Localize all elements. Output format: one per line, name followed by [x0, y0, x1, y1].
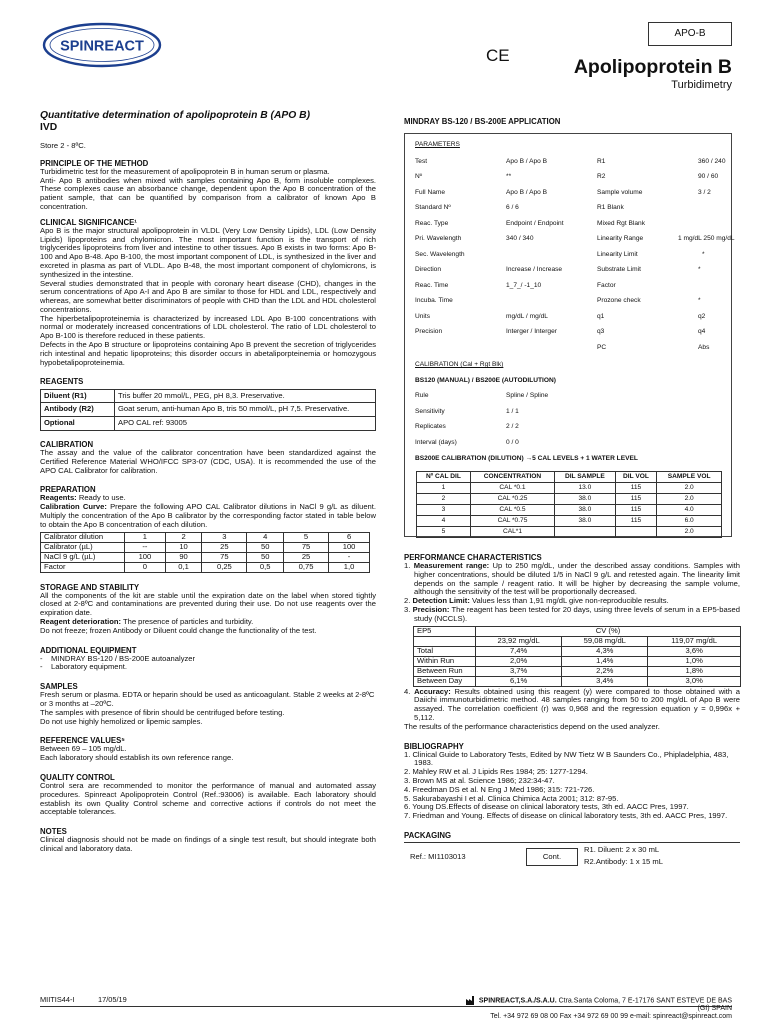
factory-icon: [466, 996, 476, 1005]
param-label: Factor: [597, 282, 616, 289]
table-cell: 0,1: [165, 562, 201, 572]
reagents-heading: REAGENTS: [40, 377, 84, 387]
table-cell: 59,08 mg/dL: [562, 636, 648, 646]
table-cell: 23,92 mg/dL: [476, 636, 562, 646]
param-label: R2: [597, 173, 606, 180]
performance-note: The results of the performance characteristics depend on the used analyzer.: [404, 721, 660, 731]
company-contact: Tel. +34 972 69 08 00 Fax +34 972 69 00 99 e-mail: spinreact@spinreact.com: [490, 1013, 732, 1021]
list-item: 6. Young DS.Effects of disease on clinical laboratory tests, 3th ed. AACC Pres, 1997.: [404, 802, 689, 812]
item-text: Up to 250 mg/dL, under the described assay conditions. Samples with higher concentrations, should be diluted 1/5 in NaCl 9 g/L and retested again. The linearity limit depends on the sample / reagent ratio. It will be higher by decreasing the sample volume, although the sensitivity of the test will be proportionally decreased.: [414, 561, 740, 597]
table-cell: CAL *0.75: [470, 516, 554, 527]
bibliography-heading: BIBLIOGRAPHY: [404, 741, 464, 751]
table-cell: 6,1%: [476, 676, 562, 686]
notes-text: Clinical diagnosis should not be made on findings of a single test result, but should integrate both clinical and laboratory data.: [40, 835, 376, 854]
document-id: MIITIS44-I: [40, 995, 75, 1004]
reagent-value: Goat serum, anti-human Apo B, tris 50 mmol/L, pH 7,5. Preservative.: [118, 404, 350, 414]
cal-value: 0 / 0: [506, 439, 519, 446]
table-row: [414, 626, 741, 636]
notes-heading: NOTES: [40, 827, 67, 837]
preparation-heading: PREPARATION: [40, 485, 96, 495]
table-cell: 2,2%: [562, 666, 648, 676]
table-cell: 4.0: [657, 505, 722, 516]
item-number: 1.: [404, 561, 411, 571]
cal-label: Sensitivity: [415, 408, 445, 415]
param-label: Standard Nº: [415, 204, 451, 211]
list-item: 2. Mahley RW et al. J Lipids Res 1984; 25: 1277-1294.: [404, 767, 588, 777]
table-cell: 5: [283, 532, 328, 542]
table-cell: 115: [615, 505, 657, 516]
item-text: The reagent has been tested for 20 days, using three levels of serum in a EP5-based study (NCCLS).: [414, 605, 740, 623]
table-cell: DIL VOL: [615, 472, 657, 483]
mindray-application-title: MINDRAY BS-120 / BS-200E APPLICATION: [404, 117, 561, 126]
table-cell: [414, 636, 476, 646]
table-row: [41, 417, 376, 431]
item-number: 4.: [404, 686, 411, 696]
cal-label: Replicates: [415, 423, 446, 430]
table-row: [414, 676, 741, 686]
calibration-text: The assay and the value of the calibrator concentration have been standardized against the Certified Reference Material WHO/IFCC SP3-07 (CDC, USA). It is recommended the use of the APO CAL Calibrator for calibration.: [40, 447, 376, 475]
param-label: Test: [415, 158, 428, 165]
table-cell: 2.0: [657, 494, 722, 505]
table-cell: 90: [165, 552, 201, 562]
preparation-curve-label: Calibration Curve:: [40, 502, 107, 512]
param-label: Units: [415, 313, 431, 320]
table-cell: 4: [247, 532, 283, 542]
reagents-table: [40, 389, 376, 431]
table-row: [41, 562, 370, 572]
list-item: 5. Sakurabayashi I et al. Clinica Chimica Acta 2001; 312: 87-95.: [404, 793, 619, 803]
reference-text-2: Each laboratory should establish its own reference range.: [40, 753, 234, 763]
param-value: 6 / 6: [506, 204, 519, 211]
storage-text: All the components of the kit are stable until the expiration date on the label when stored tightly closed at 2-8ºC and contaminations are prevented during their use. Do not use reagents over the expiration date.: [40, 590, 376, 618]
table-row: [414, 646, 741, 656]
table-cell: 6: [329, 532, 370, 542]
cal-value: 2 / 2: [506, 423, 519, 430]
table-row: [417, 494, 722, 505]
table-row: [414, 656, 741, 666]
item-label: Accuracy:: [414, 686, 451, 696]
table-cell: Factor: [41, 562, 125, 572]
param-value: *: [698, 297, 701, 304]
param-label: Pri. Wavelength: [415, 235, 462, 242]
table-cell: CAL *0.1: [470, 483, 554, 494]
table-cell: 2.0: [657, 483, 722, 494]
param-value: *: [698, 266, 701, 273]
samples-text-2: The samples with presence of fibrin should be centrifuged before testing.: [40, 707, 285, 717]
table-cell: 115: [615, 494, 657, 505]
param-label: Precision: [415, 328, 443, 335]
param-label: Prozone check: [597, 297, 641, 304]
param-value: *: [702, 251, 705, 258]
param-label: R1: [597, 158, 606, 165]
mindray-parameters-box: [404, 133, 735, 537]
table-cell: 3: [202, 532, 247, 542]
company-street: Ctra.Santa Coloma, 7 E-17176 SANT ESTEVE DE BAS (GI) SPAIN: [556, 997, 732, 1013]
param-value: Apo B / Apo B: [506, 158, 548, 165]
param-value: Apo B / Apo B: [506, 189, 548, 196]
product-code-box: APO-B: [648, 22, 732, 46]
table-cell: Total: [414, 646, 476, 656]
performance-heading: PERFORMANCE CHARACTERISTICS: [404, 553, 542, 562]
storage-note: Store 2 - 8ºC.: [40, 140, 86, 150]
document-date: 17/05/19: [98, 995, 127, 1004]
table-row: [41, 532, 370, 542]
table-cell: Calibrator dilution: [41, 532, 125, 542]
item-label: Measurement range:: [413, 561, 490, 571]
dilution-subheading: BS200E CALIBRATION (DILUTION) →5 CAL LEVELS + 1 WATER LEVEL: [415, 455, 638, 462]
param-label: PC: [597, 344, 607, 351]
item-label: Precision:: [412, 605, 450, 615]
table-cell: Between Run: [414, 666, 476, 676]
table-cell: 3,6%: [648, 646, 741, 656]
param-label: Reac. Type: [415, 220, 449, 227]
samples-text-1: Fresh serum or plasma. EDTA or heparin should be used as anticoagulant. Stable 2 weeks at 2-8ºC or 3 months at –20ºC.: [40, 690, 375, 708]
param-label: q1: [597, 313, 605, 320]
table-row: [417, 483, 722, 494]
table-cell: 100: [329, 542, 370, 552]
table-cell: 4,3%: [562, 646, 648, 656]
packaging-r1: R1. Diluent: 2 x 30 mL: [584, 845, 660, 855]
performance-list: [404, 562, 740, 624]
cal-value: 1 / 1: [506, 408, 519, 415]
table-cell: 0,75: [283, 562, 328, 572]
param-label: Mixed Rgt Blank: [597, 220, 646, 227]
document-title: Quantitative determination of apolipoprotein B (APO B): [40, 110, 311, 121]
clinical-heading: CLINICAL SIGNIFICANCE¹: [40, 217, 137, 227]
table-row: [41, 552, 370, 562]
item-number: 2.: [404, 596, 411, 606]
table-row: [41, 542, 370, 552]
param-value: 340 / 340: [506, 235, 534, 242]
calibration-subheading: CALIBRATION (Cal + Rgt Blk): [415, 361, 504, 368]
param-value: Increase / Increase: [506, 266, 563, 273]
table-cell: -: [329, 552, 370, 562]
table-cell: 115: [615, 516, 657, 527]
param-label: Full Name: [415, 189, 446, 196]
principle-text-2: Anti- Apo B antibodies when mixed with samples containing Apo B, form insoluble complexes. These complexes cause an absorbance change, dependent upon the Apo B concentration of the patient sample, that can be quantified by comparison from a calibrator of known Apo B concentration.: [40, 175, 376, 211]
list-item: 7. Friedman and Young. Effects of disease on clinical laboratory tests, 3th ed. AACC Pres, 1997.: [404, 811, 728, 821]
table-cell: 3: [417, 505, 471, 516]
equipment-heading: ADDITIONAL EQUIPMENT: [40, 645, 137, 655]
table-cell: Nº CAL DIL: [417, 472, 471, 483]
table-cell: 50: [247, 542, 283, 552]
table-cell: 1,0%: [648, 656, 741, 666]
reagent-value: Tris buffer 20 mmol/L, PEG, pH 8,3. Preservative.: [118, 390, 285, 400]
list-item: 3. Brown MS at al. Science 1986; 232:34-47.: [404, 776, 555, 786]
cal-label: Rule: [415, 392, 429, 399]
clinical-text-3: The hiperbetalipoproteinemia is characterized by increased LDL Apo B-100 concentrations with normal or moderately increased concentrations of LDL cholesterol. The ratio of LDL cholesterol to Apo B-100 is therefore reduced in these patients.: [40, 313, 376, 341]
table-cell: CAL*1: [470, 527, 554, 538]
table-cell: 38.0: [555, 505, 616, 516]
table-row: [414, 666, 741, 676]
table-cell: Within Run: [414, 656, 476, 666]
table-cell: 1,0: [329, 562, 370, 572]
list-item: [404, 606, 740, 624]
param-value: Endpoint / Endpoint: [506, 220, 564, 227]
qc-text: Control sera are recommended to monitor the performance of manual and automated assay procedures. Spinreact Apolipoprotein Control (Ref.:93006) is available. Each laboratory should establish its own Quality Control scheme and corrective actions if controls do not meet the acceptable tolerances.: [40, 781, 376, 817]
param-label: q3: [597, 328, 605, 335]
product-title: Apolipoprotein B: [573, 56, 732, 78]
equipment-item: - Laboratory equipment.: [40, 662, 127, 672]
table-cell: 0,5: [247, 562, 283, 572]
company-name: SPINREACT,S.A./S.A.U.: [478, 997, 557, 1005]
param-value: 3 / 2: [698, 189, 711, 196]
param-label: Sec. Wavelength: [415, 251, 465, 258]
spinreact-logo: [42, 22, 162, 68]
reference-heading: REFERENCE VALUES⁵: [40, 736, 125, 746]
preparation-reagents-text: Ready to use.: [76, 493, 126, 503]
dilution-table: [416, 471, 722, 538]
reference-text-1: Between 69 – 105 mg/dL.: [40, 744, 127, 754]
table-cell: 0,25: [202, 562, 247, 572]
table-cell: 10: [165, 542, 201, 552]
table-cell: 119,07 mg/dL: [648, 636, 741, 646]
table-cell: 1: [417, 483, 471, 494]
param-label: Reac. Time: [415, 282, 449, 289]
table-cell: 75: [283, 542, 328, 552]
deterioration-label: Reagent deterioration:: [40, 616, 122, 626]
ivd-label: IVD: [40, 121, 58, 133]
table-cell: 2: [165, 532, 201, 542]
table-cell: 2: [417, 494, 471, 505]
table-row: [41, 403, 376, 417]
param-value: 1 mg/dL 250 mg/dL: [678, 235, 735, 242]
preparation-curve-text: Prepare the following APO CAL Calibrator dilutions in NaCl 9 g/L as diluent. Multiply the concentration of the Apo B calibrator by the corresponding factor stated in table below to obtain the Apo B concentration of each dilution.: [40, 502, 376, 529]
table-cell: [615, 527, 657, 538]
list-item: 4. Freedman DS et al. N Eng J Med 1986; 315: 721-726.: [404, 784, 595, 794]
table-cell: Between Day: [414, 676, 476, 686]
table-cell: 38.0: [555, 494, 616, 505]
item-number: 3.: [404, 605, 411, 615]
param-label: Substrate Limit: [597, 266, 641, 273]
product-subtitle: Turbidimetry: [671, 79, 732, 91]
param-value: 360 / 240: [698, 158, 726, 165]
freeze-note: Do not freeze; frozen Antibody or Diluent could change the functionality of the test.: [40, 625, 317, 635]
company-address: [452, 996, 732, 1021]
table-cell: CONCENTRATION: [470, 472, 554, 483]
list-item: [404, 562, 740, 597]
item-text: Results obtained using this reagent (y) were compared to those obtained with a Daiichi immunoturbidimetric method. 48 samples ranging from 50 to 200 mg/dL of Apo B were assayed. The correlation coefficient (r) was 0,968 and the regression equation y = 0,996x + 5,112.: [414, 686, 740, 722]
param-value: 90 / 60: [698, 173, 719, 180]
packaging-ref: Ref.: MI1103013: [410, 852, 466, 862]
table-cell: 2,0%: [476, 656, 562, 666]
table-cell: NaCl 9 g/L (µL): [41, 552, 125, 562]
cal-label: Interval (days): [415, 439, 457, 446]
table-cell: [555, 527, 616, 538]
table-cell: 7,4%: [476, 646, 562, 656]
param-value: mg/dL / mg/dL: [506, 313, 548, 320]
table-cell: 5: [417, 527, 471, 538]
item-text: Values less than 1,91 mg/dL give non-reproducible results.: [469, 596, 669, 606]
param-value: Abs: [698, 344, 710, 351]
table-cell: 1: [125, 532, 166, 542]
table-cell: 25: [202, 542, 247, 552]
principle-heading: PRINCIPLE OF THE METHOD: [40, 158, 149, 168]
reagent-key: Optional: [41, 417, 115, 431]
table-cell: 4: [417, 516, 471, 527]
list-item: [404, 688, 740, 723]
table-cell: 75: [202, 552, 247, 562]
samples-heading: SAMPLES: [40, 682, 78, 692]
reagent-key: Diluent (R1): [41, 389, 115, 403]
table-cell: 2.0: [657, 527, 722, 538]
packaging-cont-box: Cont.: [526, 848, 578, 866]
table-cell: 1,8%: [648, 666, 741, 676]
param-value: q4: [698, 328, 706, 335]
clinical-text-4: Defects in the Apo B structure or lipoproteins containing Apo B prevent the secretion of triglycerides rich intestinal and hepatic lipoproteins; this disorder occurs in abetaliporpteinemia or homozygous hypobetalipoproteinemia.: [40, 340, 376, 367]
left-column: [40, 110, 376, 854]
table-cell: 3,7%: [476, 666, 562, 676]
param-value: Interger / Interger: [506, 328, 557, 335]
preparation-curve: [40, 503, 376, 529]
param-label: Linearity Range: [597, 235, 644, 242]
logo-text: SPINREACT: [60, 38, 144, 55]
principle-text-1: Turbidimetric test for the measurement of apolipoprotein B in human serum or plasma.: [40, 166, 330, 176]
table-cell: EP5: [414, 626, 476, 636]
right-column: [404, 553, 740, 870]
table-row: [417, 516, 722, 527]
bibliography-list: [404, 751, 740, 821]
param-label: Linearity Limit: [597, 251, 638, 258]
table-row: [417, 527, 722, 538]
storage-heading: STORAGE AND STABILITY: [40, 582, 140, 592]
table-cell: 100: [125, 552, 166, 562]
deterioration-text: The presence of particles and turbidity.: [121, 616, 254, 626]
autodilution-subheading: BS120 (MANUAL) / BS200E (AUTODILUTION): [415, 377, 556, 384]
table-cell: 1,4%: [562, 656, 648, 666]
table-cell: 3,4%: [562, 676, 648, 686]
param-value: **: [506, 173, 512, 180]
samples-text-3: Do not use highly hemolized or lipemic samples.: [40, 716, 203, 726]
preparation-reagents-label: Reagents:: [40, 493, 77, 503]
table-row: [41, 389, 376, 403]
qc-heading: QUALITY CONTROL: [40, 773, 115, 783]
table-cell: Calibrator (µL): [41, 542, 125, 552]
precision-table: [413, 626, 741, 687]
table-cell: SAMPLE VOL: [657, 472, 722, 483]
table-row: [414, 636, 741, 646]
table-cell: 0: [125, 562, 166, 572]
clinical-text-1: Apo B is the major structural apolipoprotein in VLDL (Very Low Density Lipids), LDL (Low Density Lipids) lipoproteins and chylomicron. The most important function is the transport of rich triglycerides lipoproteins from liver and intestine to other tissues. Apo B exists in two forms: Apo B-100 and Apo B-48. Apo B-100, the most important component of LDL, is synthesized in the liver and excreted in plasma as part of VLDL. Apo B-48, the most important component of chylomicrons, is synthesized in the intestine.: [40, 225, 376, 279]
table-row: [417, 505, 722, 516]
param-label: Direction: [415, 266, 442, 273]
packaging-r2: R2.Antibody: 1 x 15 mL: [584, 857, 663, 867]
cal-value: Spline / Spline: [506, 392, 549, 399]
table-cell: DIL SAMPLE: [555, 472, 616, 483]
performance-list-continued: [404, 688, 740, 723]
packaging-heading: PACKAGING: [404, 831, 452, 840]
table-cell: 50: [247, 552, 283, 562]
calibrator-dilution-table: [40, 532, 370, 573]
calibration-heading: CALIBRATION: [40, 439, 94, 449]
table-cell: CV (%): [476, 626, 741, 636]
item-label: Detection Limit:: [412, 596, 470, 606]
equipment-item: - MINDRAY BS-120 / BS-200E autoanalyzer: [40, 653, 196, 663]
reagent-value: APO CAL ref: 93005: [118, 418, 187, 428]
param-value: q2: [698, 313, 706, 320]
reagent-key: Antibody (R2): [41, 403, 115, 417]
param-label: R1 Blank: [597, 204, 624, 211]
table-cell: 3,0%: [648, 676, 741, 686]
clinical-text-2: Several studies demonstrated that in people with coronary heart disease (CHD), changes in the serum concentrations of Apo A-I and Apo B are similar to those for HDL and LDL, respectively and whereas, are somewhat better discriminators of people with CHD than the LDL and HDL cholesterol concentrations.: [40, 278, 376, 314]
table-cell: 6.0: [657, 516, 722, 527]
param-value: 1_7_/ -1_10: [506, 282, 542, 289]
param-label: Sample volume: [597, 189, 643, 196]
param-label: Incuba. Time: [415, 297, 453, 304]
table-cell: CAL *0.5: [470, 505, 554, 516]
table-cell: 115: [615, 483, 657, 494]
param-label: Nº: [415, 173, 423, 180]
table-row: [417, 472, 722, 483]
packaging-row: [404, 842, 740, 870]
table-cell: --: [125, 542, 166, 552]
ce-mark-icon: CE: [486, 46, 510, 65]
list-item: 1. Clinical Guide to Laboratory Tests, Edited by NW Tietz W B Saunders Co., Phipladelphia, 483, 1983.: [404, 749, 729, 768]
table-cell: CAL *0.25: [470, 494, 554, 505]
table-cell: 38.0: [555, 516, 616, 527]
table-cell: 25: [283, 552, 328, 562]
parameters-heading: PARAMETERS: [415, 141, 460, 148]
table-cell: 13.0: [555, 483, 616, 494]
